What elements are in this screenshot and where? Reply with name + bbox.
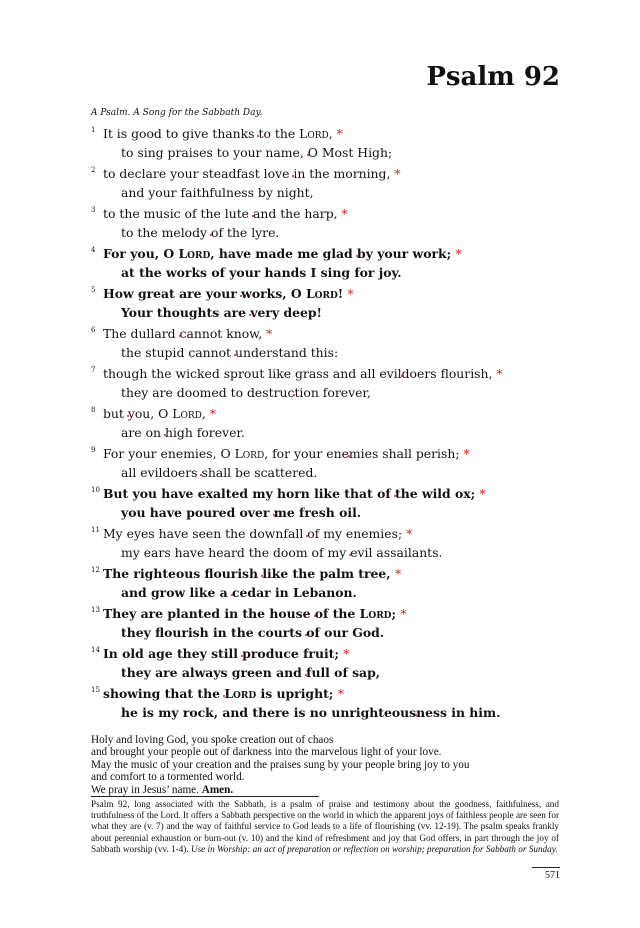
verse-7 <box>91 364 571 404</box>
verse-line-2: they flourish in the courts of our God. <box>121 625 385 640</box>
page-number-rule <box>532 867 560 868</box>
verse-number: 7 <box>91 366 96 374</box>
verse-line-2: my ears have heard the doom of my evil assailants. <box>121 545 443 560</box>
verse-number: 14 <box>91 646 100 654</box>
verse-line-2: Your thoughts are very deep! <box>121 305 322 320</box>
chant-mark: * <box>341 206 348 221</box>
page-title: Psalm 92 <box>426 62 560 92</box>
page-number: 571 <box>545 870 560 881</box>
chant-mark: * <box>455 246 462 261</box>
verse-8 <box>91 404 571 444</box>
verse-line-2: you have poured over me fresh oil. <box>121 505 362 520</box>
chant-mark: * <box>336 126 343 141</box>
verse-line-1: It is good to give thanks to the Lord, * <box>103 126 343 141</box>
verse-line-1: The dullard cannot know, * <box>103 326 273 341</box>
verse-line-1: The righteous flourish like the palm tree, * <box>103 566 402 581</box>
verse-line-2: the stupid cannot understand this: <box>121 345 339 360</box>
chant-mark: * <box>479 486 486 501</box>
verse-number: 1 <box>91 126 96 134</box>
verse-line-2: they are always green and full of sap, <box>121 665 381 680</box>
verse-line-1: but you, O Lord, * <box>103 406 216 421</box>
verse-number: 9 <box>91 446 96 454</box>
verse-10 <box>91 484 571 524</box>
verse-5 <box>91 284 571 324</box>
chant-mark: * <box>463 446 470 461</box>
verse-number: 15 <box>91 686 100 694</box>
verse-2 <box>91 164 571 204</box>
chant-mark: * <box>266 326 273 341</box>
verse-line-2: and your faithfulness by night, <box>121 185 314 200</box>
verse-line-2: to the melody of the lyre. <box>121 225 280 240</box>
chant-mark: * <box>400 606 407 621</box>
verse-line-2: are on high forever. <box>121 425 245 440</box>
verse-number: 12 <box>91 566 100 574</box>
verse-line-1: though the wicked sprout like grass and all evildoers flourish, * <box>103 366 503 381</box>
verse-line-1: to the music of the lute and the harp, * <box>103 206 348 221</box>
verse-line-1: How great are your works, O Lord! * <box>103 286 354 301</box>
chant-mark: * <box>406 526 413 541</box>
prayer-line: and comfort to a tormented world. <box>91 771 245 784</box>
verse-1 <box>91 124 571 164</box>
verse-14 <box>91 644 571 684</box>
prayer-line: Holy and loving God, you spoke creation out of chaos <box>91 734 334 746</box>
verse-line-1: showing that the Lord is upright; * <box>103 686 344 701</box>
verse-line-2: he is my rock, and there is no unrighteousness in him. <box>121 705 501 720</box>
verse-12 <box>91 564 571 604</box>
chant-mark: * <box>496 366 503 381</box>
verse-line-1: They are planted in the house of the Lord; * <box>103 606 407 621</box>
verse-15 <box>91 684 571 724</box>
verse-line-2: and grow like a cedar in Lebanon. <box>121 585 357 600</box>
verse-line-1: to declare your steadfast love in the morning, * <box>103 166 401 181</box>
verse-number: 4 <box>91 246 96 254</box>
chant-mark: * <box>394 166 401 181</box>
verse-number: 8 <box>91 406 96 414</box>
chant-mark: * <box>209 406 216 421</box>
verse-line-1: But you have exalted my horn like that of the wild ox; * <box>103 486 486 501</box>
commentary-text: Psalm 92, long associated with the Sabbath, is a psalm of praise and testimony about the goodness, faithfulness, and truthfulness of the Lord. It offers a Sabbath perspective on the world in which the apparent joys of faithless people are seen for what they are (v. 7) and the way of faithful service to God leads to a life of flourishing (vv. 12-19). The psalm speaks frankly about perennial exhaustion or burn-out (v. 10) and the kind of refreshment and joy that God offers, in part through the joy of Sabbath worship (vv. 1-4). <box>91 799 559 854</box>
chant-mark: * <box>343 646 350 661</box>
verse-6 <box>91 324 571 364</box>
verse-line-2: at the works of your hands I sing for joy. <box>121 265 402 280</box>
verse-number: 6 <box>91 326 96 334</box>
verse-4 <box>91 244 571 284</box>
verse-line-2: all evildoers shall be scattered. <box>121 465 318 480</box>
verse-line-2: they are doomed to destruction forever, <box>121 385 371 400</box>
psalm-verses <box>91 124 571 724</box>
divider <box>91 796 319 797</box>
verse-3 <box>91 204 571 244</box>
amen: Amen. <box>201 783 234 796</box>
psalm-superscription: A Psalm. A Song for the Sabbath Day. <box>91 108 263 118</box>
chant-mark: * <box>337 686 344 701</box>
verse-line-2: to sing praises to your name, O Most High; <box>121 145 393 160</box>
prayer-line: and brought your people out of darkness into the marvelous light of your love. <box>91 746 442 759</box>
prayer-line: May the music of your creation and the praises sung by your people bring joy to you <box>91 758 470 771</box>
verse-line-1: My eyes have seen the downfall of my enemies; * <box>103 526 413 541</box>
verse-13 <box>91 604 571 644</box>
closing-prayer <box>91 734 561 796</box>
verse-number: 10 <box>91 486 100 494</box>
verse-number: 13 <box>91 606 100 614</box>
verse-number: 3 <box>91 206 96 214</box>
verse-line-1: For you, O Lord, have made me glad by your work; * <box>103 246 462 261</box>
use-in-worship: Use in Worship: an act of preparation or reflection on worship; preparation for Sabbath or Sunday. <box>190 843 558 854</box>
verse-9 <box>91 444 571 484</box>
prayer-closing: We pray in Jesus’ name. Amen. <box>91 783 234 796</box>
commentary <box>91 799 559 855</box>
verse-11 <box>91 524 571 564</box>
chant-mark: * <box>394 566 402 581</box>
verse-number: 5 <box>91 286 96 294</box>
verse-line-1: In old age they still produce fruit; * <box>103 646 350 661</box>
verse-number: 11 <box>91 526 100 534</box>
verse-number: 2 <box>91 166 96 174</box>
chant-mark: * <box>347 286 354 301</box>
verse-line-1: For your enemies, O Lord, for your enemies shall perish; * <box>103 446 470 461</box>
